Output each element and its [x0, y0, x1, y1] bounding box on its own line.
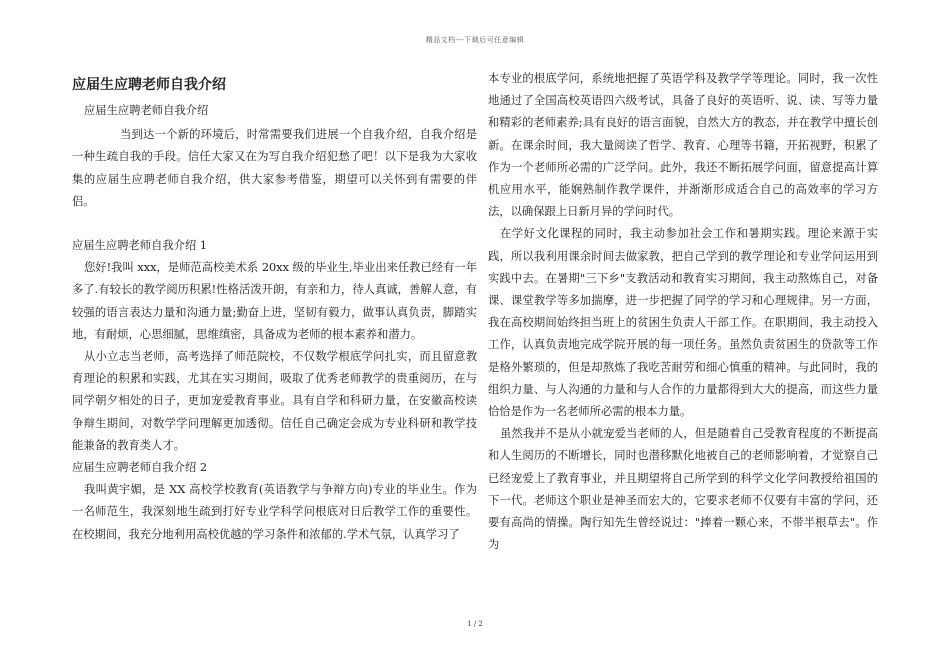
section-1-heading: 应届生应聘老师自我介绍 1 [72, 239, 208, 253]
left-column [72, 70, 477, 546]
section-1-paragraph-1: 您好!我叫 xxx，是师范高校美术系 20xx 级的毕业生,毕业出来任教已经有一年多了.有较长的教学阅历积累!性格活泼开朗，有亲和力，待人真诚，善解人意，有较强的语言表达力量和沟通力量;勤奋上进，坚韧有毅力，做事认真负责，脚踏实地，有耐烦，心思细腻，思维缜密，具备成为老师的根本素养和潜力。 [72, 261, 477, 341]
section-2-heading: 应届生应聘老师自我介绍 2 [72, 461, 208, 475]
section-1-paragraph-2: 从小立志当老师，高考选择了师范院校，不仅数学根底学问扎实，而且留意教育理论的积累和实践，尤其在实习期间，吸取了优秀老师教学的贵重阅历，在与同学朝夕相处的日子，更加宠爱教育事业。具有自学和科研力量，在安徽高校读争辩生期间，对数学学问理解更加透彻。信任自己确定会成为专业科研和教学技能兼备的教育类人才。 [72, 350, 477, 452]
right-paragraph-3: 虽然我并不是从小就宠爱当老师的人，但是随着自己受教育程度的不断提高和人生阅历的不断增长，同时也潜移默化地被自己的老师影响着，才觉察自己已经宠爱上了教育事业，并且期望将自己所学到的科学文化学问教授给祖国的下一代。老师这个职业是神圣而宏大的，它要求老师不仅要有丰富的学问，还要有高尚的情操。陶行知先生曾经说过："捧着一颗心来，不带半根草去"。作为 [488, 427, 878, 552]
document-subtitle: 应届生应聘老师自我介绍 [84, 104, 209, 117]
intro-paragraph: 当到达一个新的环境后，时常需要我们进展一个自我介绍，自我介绍是一种生疏自我的手段。信任大家又在为写自我介绍犯愁了吧！以下是我为大家收集的应届生应聘老师自我介绍，供大家参考借鉴，期望可以关怀到有需要的伴侣。 [72, 128, 477, 208]
page-header: 精品文档---下载后可任意编辑 [425, 36, 525, 44]
document-title: 应届生应聘老师自我介绍 [72, 77, 226, 93]
right-paragraph-1: 本专业的根底学问，系统地把握了英语学科及教学学等理论。同时，我一次性地通过了全国高校英语四六级考试，具备了良好的英语听、说、读、写等力量和精彩的老师素养;具有良好的语言面貌，自然大方的教态，并在教学中擅长创新。在课余时间，我大量阅读了哲学、教育、心理等书籍，开拓视野，积累了作为一个老师所必需的广泛学问。此外，我还不断拓展学问面，留意提高计算机应用水平，能娴熟制作教学课件，并渐渐形成适合自己的高效率的学习方法，以确保跟上日新月异的学问时代。 [488, 72, 878, 219]
page-number: 1 / 2 [467, 620, 483, 628]
section-2-paragraph-1: 我叫黄宇媚，是 XX 高校学校教育(英语教学与争辩方向)专业的毕业生。作为一名师范生，我深刻地生疏到打好专业学科学问根底对日后教学工作的重要性。在校期间，我充分地利用高校优越的学习条件和浓郁的.学术气氛，认真学习了 [72, 483, 477, 541]
right-column [488, 68, 878, 556]
right-paragraph-2: 在学好文化课程的同时，我主动参加社会工作和暑期实践。理论来源于实践，所以我利用课余时间去做家教，把自己学到的教学理论和专业学问运用到实践中去。在暑期"三下乡"支教活动和教育实习期间，我主动熬炼自己，对备课、课堂教学等多加揣摩，进一步把握了同学的学习和心理规律。另一方面，我在高校期间始终担当班上的贫困生负责人干部工作。在职期间，我主动投入工作，认真负责地完成学院开展的每一项任务。虽然负责贫困生的贷款等工作是格外繁琐的，但是却熬炼了我吃苦耐劳和细心慎重的精神。与此同时，我的组织力量、与人沟通的力量和与人合作的力量都得到大大的提高，而这些力量恰恰是作为一名老师所必需的根本力量。 [488, 227, 878, 419]
